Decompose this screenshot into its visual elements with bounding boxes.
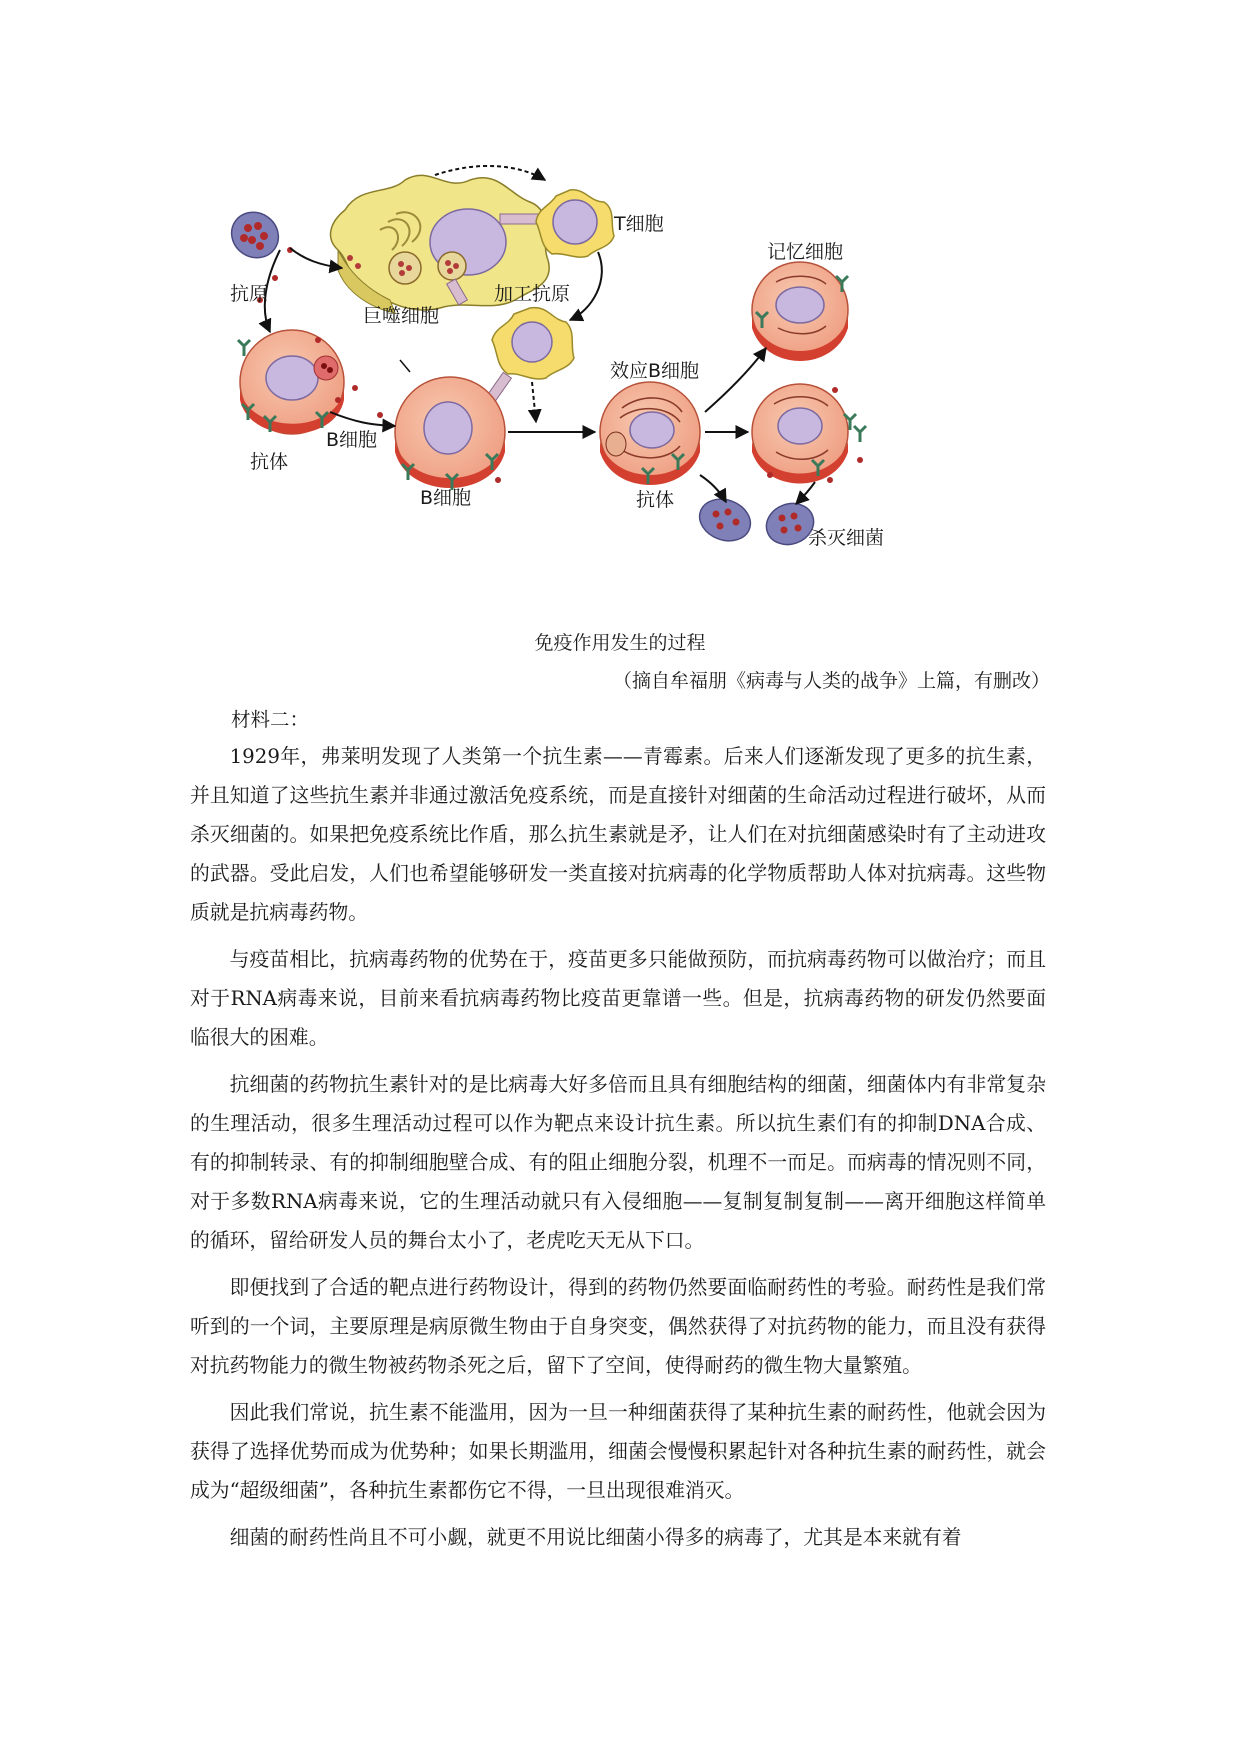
- label-antibody-2: 抗体: [636, 489, 675, 511]
- label-b-cell-1: B细胞: [326, 429, 378, 451]
- paragraph: 细菌的耐药性尚且不可小觑，就更不用说比细菌小得多的病毒了，尤其是本来就有着: [229, 1526, 962, 1549]
- paragraph: 因此我们常说，抗生素不能滥用，因为一旦一种细菌获得了某种抗生素的耐药性，他就会因为获得了选择优势而成为优势种；如果长期滥用，细菌会慢慢积累起针对各种抗生素的耐药性，就会成为“超级细菌”，各种抗生素都伤它不得，一旦出现很难消灭。: [190, 1401, 1046, 1502]
- killed-bacteria: [694, 492, 820, 551]
- section-heading: 材料二：: [231, 708, 310, 731]
- paragraph: 抗细菌的药物抗生素针对的是比病毒大好多倍而且具有细胞结构的细菌，细菌体内有非常复杂的生理活动，很多生理活动过程可以作为靶点来设计抗生素。所以抗生素们有的抑制DNA合成、有的抑制转录、有的抑制细胞壁合成、有的阻止细胞分裂，机理不一而足。而病毒的情况则不同，对于多数RNA病毒来说，它的生理活动就只有入侵细胞——复制复制复制——离开细胞这样简单的循环，留给研发人员的舞台太小了，老虎吃天无从下口。: [190, 1073, 1046, 1252]
- immune-process-figure: [230, 150, 1010, 630]
- article-body: [190, 737, 1046, 1565]
- antigen-bacterium: [230, 203, 287, 267]
- label-b-cell-2: B细胞: [420, 487, 472, 509]
- label-macrophage: 巨噬细胞: [363, 305, 440, 327]
- immune-diagram: [230, 150, 1010, 630]
- paragraph: 1929年，弗莱明发现了人类第一个抗生素——青霉素。后来人们逐渐发现了更多的抗生素，并且知道了这些抗生素并非通过激活免疫系统，而是直接针对细菌的生命活动过程进行破坏，从而杀灭细菌的。如果把免疫系统比作盾，那么抗生素就是矛，让人们在对抗细菌感染时有了主动进攻的武器。受此启发，人们也希望能够研发一类直接对抗病毒的化学物质帮助人体对抗病毒。这些物质就是抗病毒药物。: [190, 745, 1046, 924]
- b-cell-second: [395, 377, 505, 488]
- plasma-cell: [752, 384, 848, 484]
- label-kill-bacteria: 杀灭细菌: [808, 527, 885, 549]
- paragraph: 即便找到了合适的靶点进行药物设计，得到的药物仍然要面临耐药性的考验。耐药性是我们常听到的一个词，主要原理是病原微生物由于自身突变，偶然获得了对抗药物的能力，而且没有获得对抗药物能力的微生物被药物杀死之后，留下了空间，使得耐药的微生物大量繁殖。: [190, 1276, 1046, 1377]
- label-effector-b-cell: 效应B细胞: [610, 360, 700, 382]
- label-processed-antigen: 加工抗原: [494, 283, 571, 305]
- effector-b-cell: [600, 382, 700, 485]
- label-memory-cell: 记忆细胞: [767, 241, 844, 263]
- paragraph: 与疫苗相比，抗病毒药物的优势在于，疫苗更多只能做预防，而抗病毒药物可以做治疗；而且对于RNA病毒来说，目前来看抗病毒药物比疫苗更靠谱一些。但是，抗病毒药物的研发仍然要面临很大的困难。: [190, 948, 1046, 1049]
- label-antibody-1: 抗体: [250, 451, 289, 473]
- label-t-cell: T细胞: [614, 213, 664, 235]
- label-antigen: 抗原: [230, 283, 269, 305]
- t-cell: [536, 190, 614, 257]
- helper-t-cell: [492, 308, 574, 379]
- figure-caption: 免疫作用发生的过程: [534, 632, 706, 654]
- b-cell-initial: [240, 330, 344, 434]
- figure-source: （摘自牟福朋《病毒与人类的战争》上篇，有删改）: [612, 670, 1050, 692]
